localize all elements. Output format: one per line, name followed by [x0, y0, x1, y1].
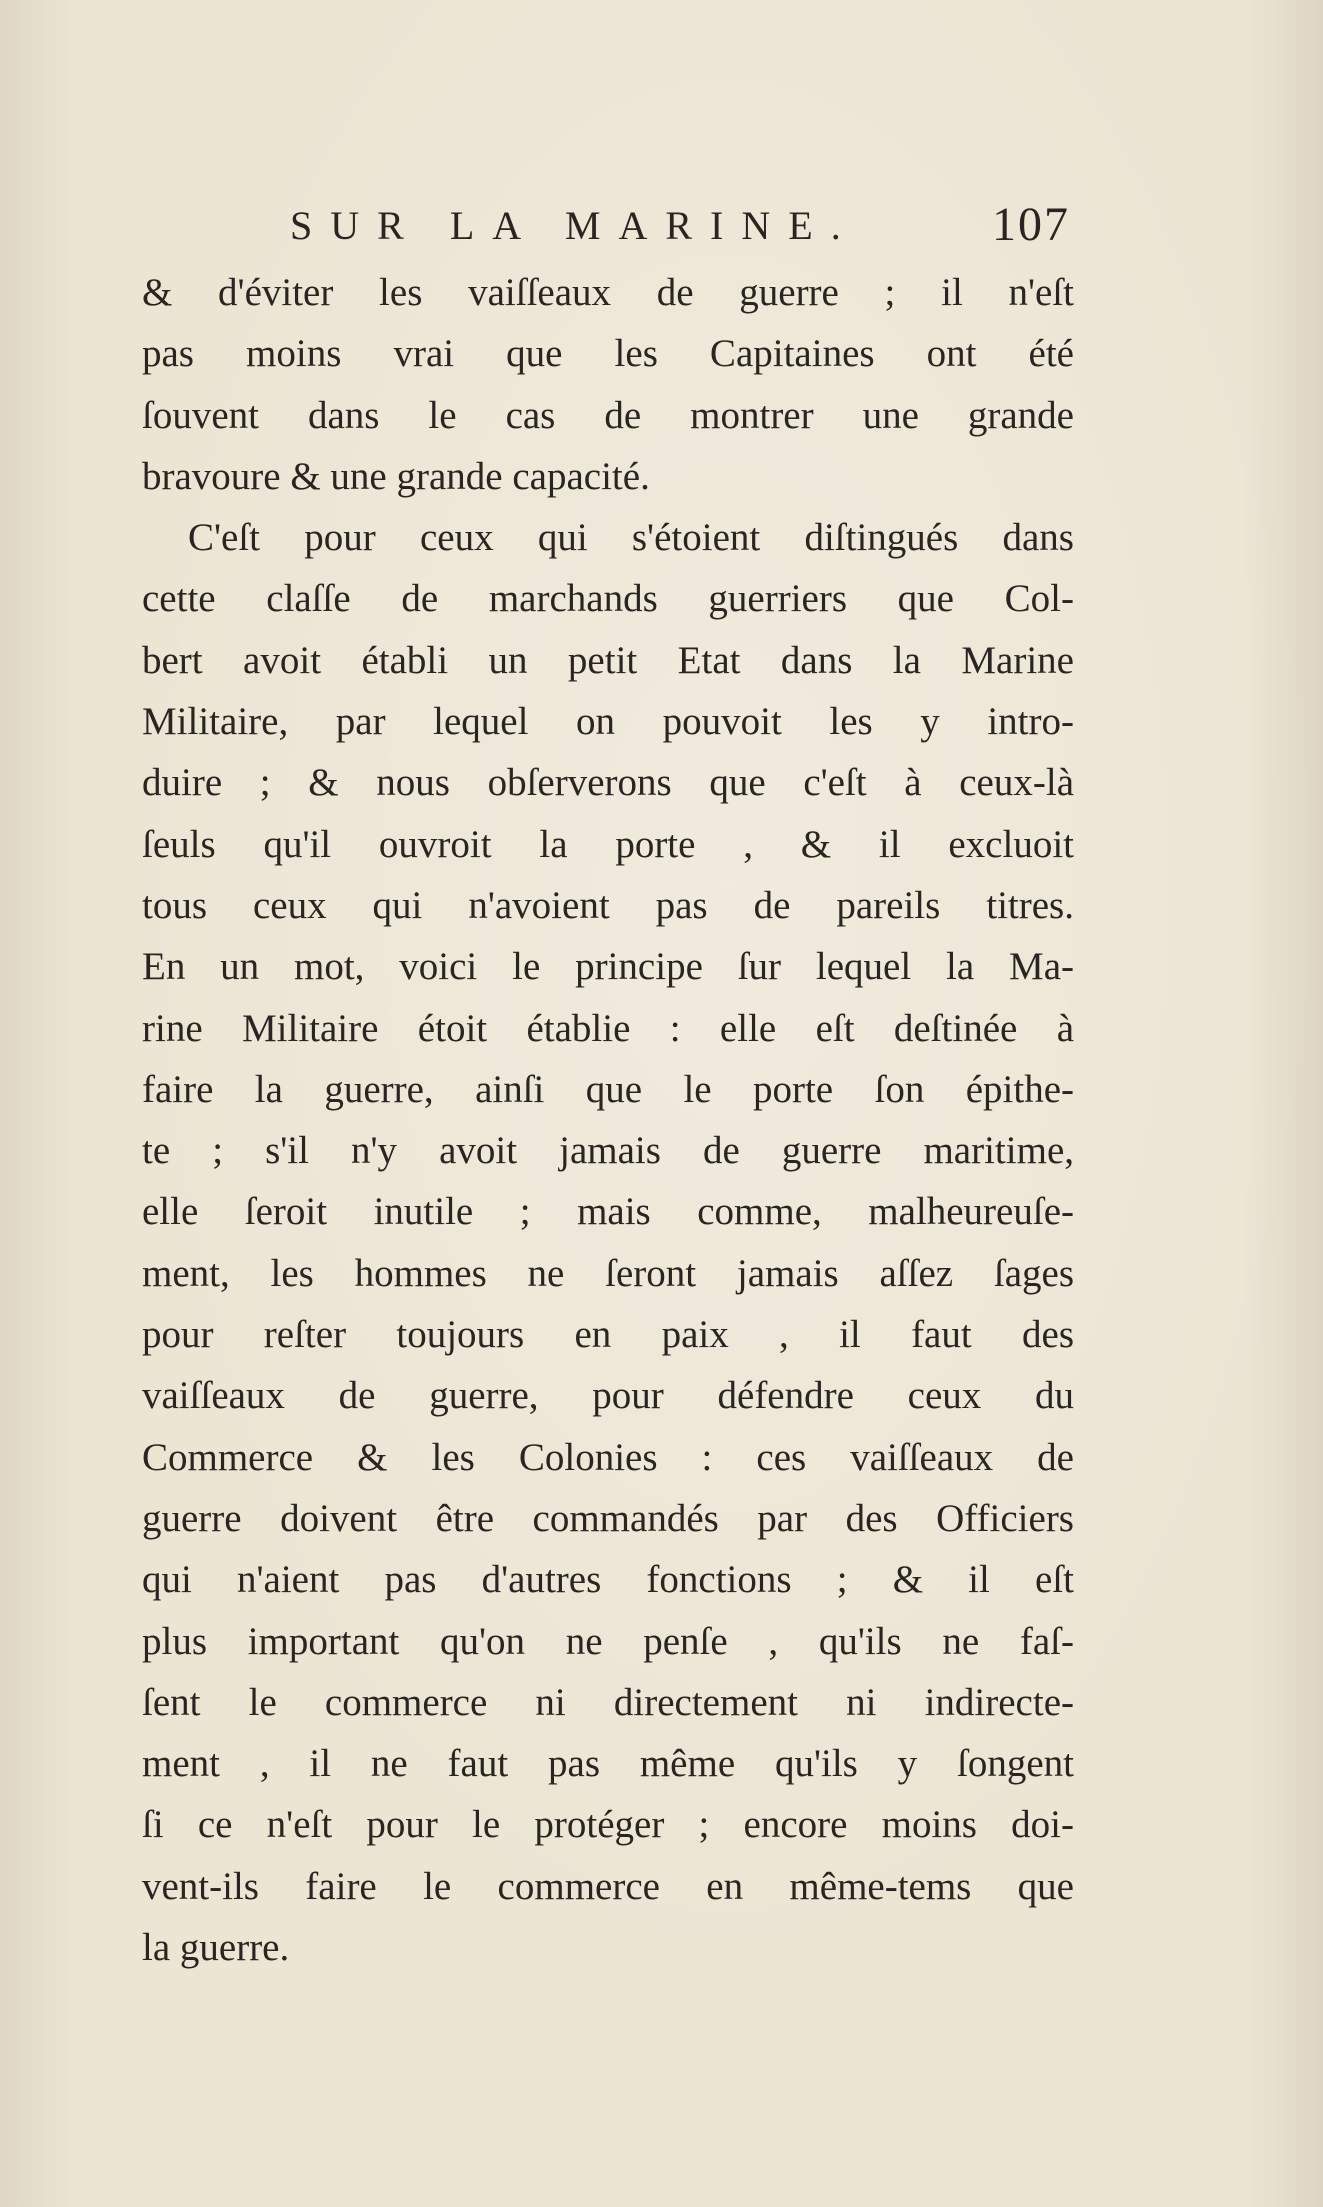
text-line: bravoure & une grande capacité.: [142, 454, 650, 498]
page-number: 107: [992, 198, 1070, 251]
text-line: la guerre.: [142, 1926, 290, 1970]
text-line: te ; s'il n'y avoit jamais de guerre maritime,: [142, 1129, 1074, 1173]
text-line: tous ceux qui n'avoient pas de pareils titres.: [142, 883, 1074, 927]
text-line: ſeuls qu'il ouvroit la porte , & il excluoit: [142, 822, 1074, 866]
text-line: Commerce & les Colonies : ces vaiſſeaux de: [142, 1435, 1074, 1479]
text-line: cette claſſe de marchands guerriers que Col-: [142, 577, 1074, 621]
text-line: rine Militaire étoit établie : elle eſt deſtinée à: [142, 1006, 1074, 1050]
text-line: plus important qu'on ne penſe , qu'ils ne faſ-: [142, 1619, 1074, 1663]
text-line: ſi ce n'eſt pour le protéger ; encore moins doi-: [142, 1803, 1074, 1847]
text-line: vaiſſeaux de guerre, pour défendre ceux du: [142, 1374, 1074, 1418]
text-line: bert avoit établi un petit Etat dans la Marine: [142, 638, 1074, 682]
text-line: faire la guerre, ainſi que le porte ſon épithe-: [142, 1067, 1074, 1111]
running-head: [150, 192, 1070, 262]
text-line: ment, les hommes ne ſeront jamais aſſez ſages: [142, 1251, 1074, 1295]
text-line: En un mot, voici le principe ſur lequel la Ma-: [142, 945, 1074, 989]
text-line: & d'éviter les vaiſſeaux de guerre ; il n'eſt: [142, 271, 1074, 314]
text-line: Militaire, par lequel on pouvoit les y intro-: [142, 700, 1074, 744]
running-head-title: SUR LA MARINE.: [290, 203, 859, 248]
text-line: vent-ils faire le commerce en même-tems que: [142, 1864, 1074, 1908]
text-line: duire ; & nous obſerverons que c'eſt à ceux-là: [142, 761, 1074, 805]
text-line: elle ſeroit inutile ; mais comme, malheureuſe-: [142, 1190, 1074, 1234]
text-line: pas moins vrai que les Capitaines ont été: [142, 332, 1074, 376]
text-line: qui n'aient pas d'autres fonctions ; & il eſt: [142, 1558, 1074, 1602]
text-line: ſouvent dans le cas de montrer une grande: [142, 393, 1074, 437]
text-line: pour reſter toujours en paix , il faut des: [142, 1313, 1074, 1357]
paragraph-first-line: C'eſt pour ceux qui s'étoient diſtingués dans: [188, 516, 1074, 560]
text-line: guerre doivent être commandés par des Officiers: [142, 1496, 1074, 1540]
body-text: [142, 262, 1074, 1978]
text-line: ment , il ne faut pas même qu'ils y ſongent: [142, 1742, 1074, 1786]
text-line: ſent le commerce ni directement ni indirecte-: [142, 1680, 1074, 1724]
